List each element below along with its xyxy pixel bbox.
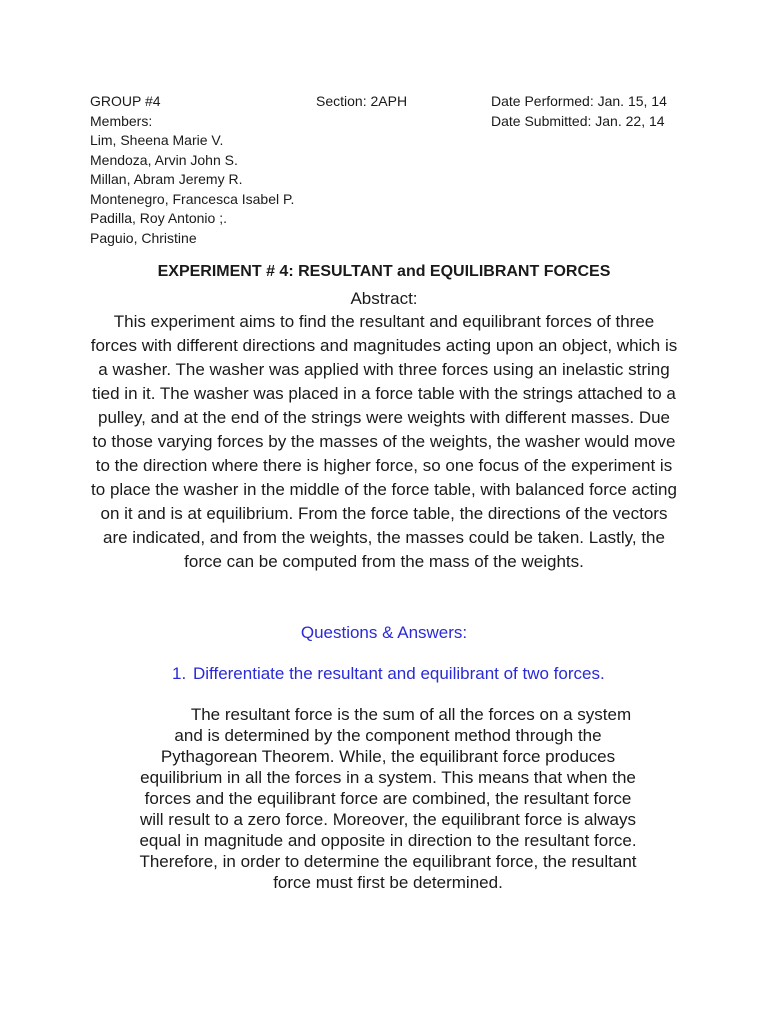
member-name: Millan, Abram Jeremy R.: [90, 171, 243, 187]
member-name: Padilla, Roy Antonio ;.: [90, 210, 227, 226]
member-name: Paguio, Christine: [90, 229, 197, 246]
experiment-title: EXPERIMENT # 4: RESULTANT and EQUILIBRANT FORCES: [157, 263, 611, 280]
group-label: GROUP #4: [90, 93, 161, 109]
date-submitted: Date Submitted: Jan. 22, 14: [491, 112, 665, 129]
abstract-body: This experiment aims to find the resultant and equilibrant forces of three forces with different directions and magnitudes acting upon an object, which is a washer. The washer was applied with three forces using an inelastic string tied in it. The washer was placed in a force table with the strings attached to a pulley, and at the end of the strings were weights with different masses. Due to those varying forces by the masses of the weights, the washer would move to the direction where there is higher force, so one focus of the experiment is to place the washer in the middle of the force table, with balanced force acting on it and is at equilibrium. From the force table, the directions of the vectors are indicated, and from the weights, the masses could be taken. Lastly, the force can be computed from the mass of the weights.: [90, 312, 678, 571]
abstract-heading: Abstract:: [350, 289, 418, 308]
member-name: Mendoza, Arvin John S.: [90, 151, 238, 168]
member-name: Montenegro, Francesca Isabel P.: [90, 190, 295, 207]
header-row-2: [90, 112, 700, 132]
qa-heading: Questions & Answers:: [300, 623, 468, 642]
header-row-1: [90, 92, 700, 112]
date-performed: Date Performed: Jan. 15, 14: [491, 93, 667, 109]
section-label: Section: 2APH: [316, 93, 408, 109]
question-item: [172, 663, 605, 685]
members-list: [90, 131, 700, 248]
answer-text: The resultant force is the sum of all the forces on a system and is determined by the component method through the Pythagorean Theorem. While, the equilibrant force produces equilibrium in all the forces in a system. This means that when the forces and the equilibrant force are combined, the resultant force will result to a zero force. Moreover, the equilibrant force is always equal in magnitude and opposite in direction to the resultant force. Therefore, in order to determine the equilibrant force, the resultant force must first be determined.: [139, 705, 637, 892]
question-text: Differentiate the resultant and equilibrant of two forces.: [193, 664, 605, 683]
answer-paragraph: [132, 704, 644, 893]
members-label: Members:: [90, 112, 153, 129]
report-header: [90, 92, 700, 248]
member-name: Lim, Sheena Marie V.: [90, 132, 224, 148]
question-number: 1.: [172, 664, 187, 683]
